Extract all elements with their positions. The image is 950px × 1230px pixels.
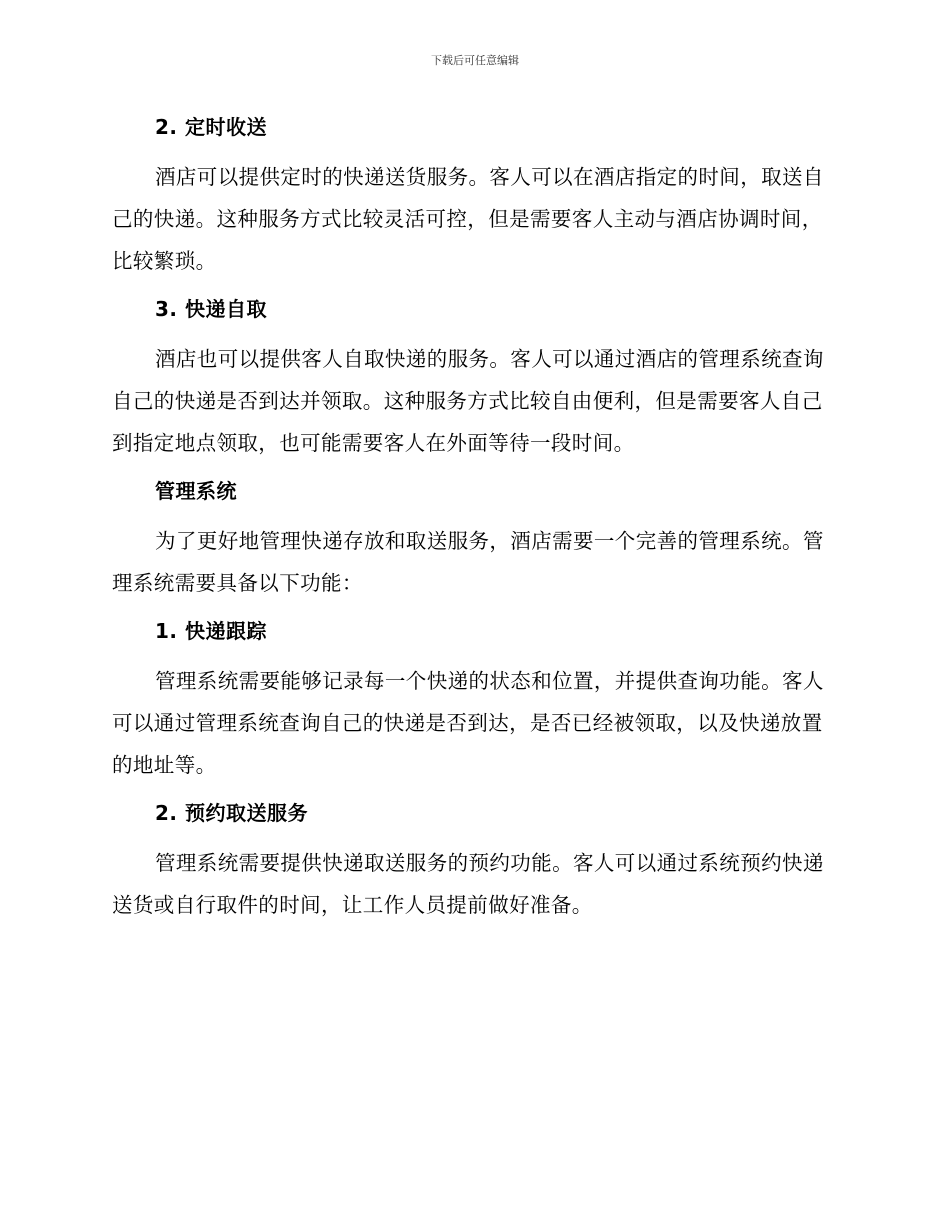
section-paragraph-management-system: 为了更好地管理快递存放和取送服务，酒店需要一个完善的管理系统。管理系统需要具备以下功能：: [112, 529, 824, 595]
section-heading-self-pickup: 3. 快递自取: [155, 297, 267, 321]
section-paragraph-reservation: 管理系统需要提供快递取送服务的预约功能。客人可以通过系统预约快递送货或自行取件的时间，让工作人员提前做好准备。: [112, 851, 824, 917]
section-heading-management-system: 管理系统: [155, 479, 237, 503]
section-paragraph-tracking: 管理系统需要能够记录每一个快递的状态和位置，并提供查询功能。客人可以通过管理系统查询自己的快递是否到达，是否已经被领取，以及快递放置的地址等。: [112, 669, 824, 777]
header-note: 下载后可任意编辑: [431, 54, 519, 67]
section-heading-tracking: 1. 快递跟踪: [155, 619, 267, 643]
section-heading-reservation: 2. 预约取送服务: [155, 801, 308, 825]
section-paragraph-self-pickup: 酒店也可以提供客人自取快递的服务。客人可以通过酒店的管理系统查询自己的快递是否到达并领取。这种服务方式比较自由便利，但是需要客人自己到指定地点领取，也可能需要客人在外面等待一段时间。: [112, 347, 824, 455]
section-paragraph-scheduled-delivery: 酒店可以提供定时的快递送货服务。客人可以在酒店指定的时间，取送自己的快递。这种服务方式比较灵活可控，但是需要客人主动与酒店协调时间，比较繁琐。: [112, 165, 824, 273]
section-heading-scheduled-delivery: 2. 定时收送: [155, 115, 267, 139]
document-body: [112, 112, 832, 926]
